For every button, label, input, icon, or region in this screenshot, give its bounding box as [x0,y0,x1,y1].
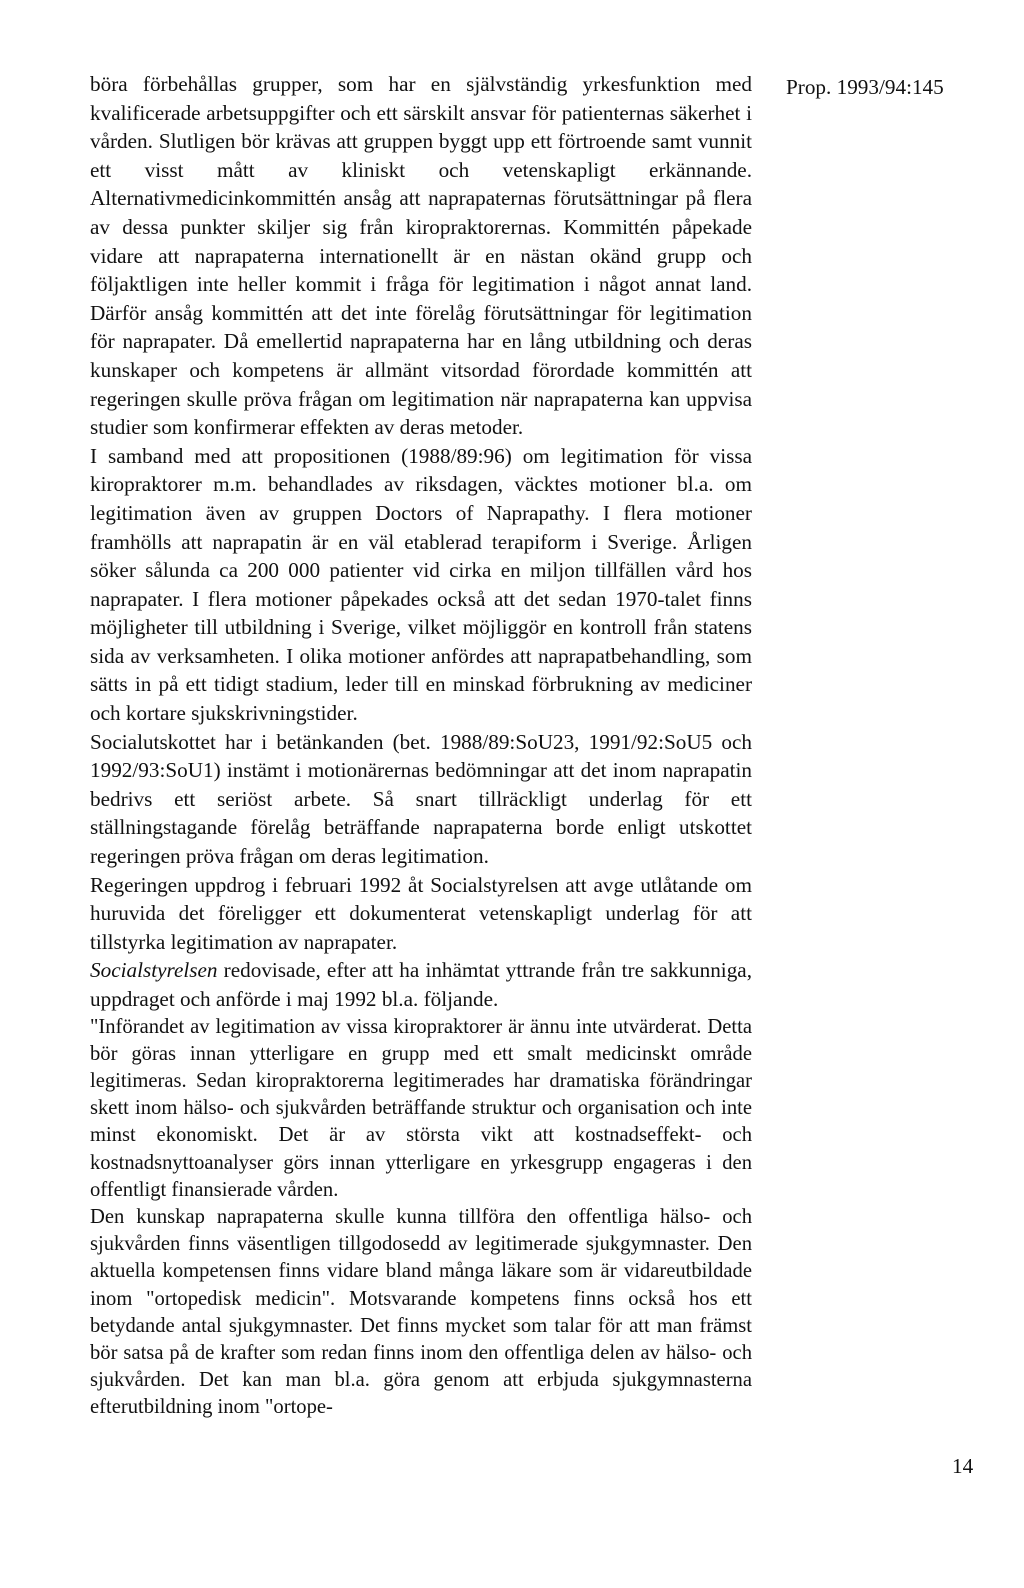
paragraph-5 [90,956,752,1013]
paragraph-3: Socialutskottet har i betänkanden (bet. 1988/89:SoU23, 1991/92:SoU5 och 1992/93:SoU1) instämt i motionärernas bedömningar att det inom naprapatin bedrivs ett seriöst arbete. Så snart tillräckligt underlag för ett ställningstagande förelåg beträffande naprapaterna borde enligt utskottet regeringen pröva frågan om deras legitimation. [90,729,752,869]
paragraph-2: I samband med att propositionen (1988/89:96) om legitimation för vissa kiropraktorer m.m. behandlades av riksdagen, väcktes motioner bl.a. om legitimation även av gruppen Doctors of Naprapathy. I flera motioner framhölls att naprapatin är en väl etablerad terapiform i Sverige. Årligen söker sålunda ca 200 000 patienter vid cirka en miljon tillfällen vård hos naprapater. I flera motioner påpekades också att det sedan 1970-talet finns möjligheter till utbildning i Sverige, vilket möjliggör en kontroll från statens sida av verksamheten. I olika motioner anfördes att naprapatbehandling, som sätts in på ett tidigt stadium, leder till en minskad förbrukning av mediciner och kortare sjukskrivningstider. [90,443,752,726]
paragraph-1: böra förbehållas grupper, som har en självständig yrkesfunktion med kvalificerade arbetsuppgifter och ett särskilt ansvar för patienternas säkerhet i vården. Slutligen bör krävas att gruppen byggt upp ett förtroende samt vunnit ett visst mått av kliniskt och vetenskapligt erkännande. Alternativmedicinkommittén ansåg att naprapaternas förutsättningar på flera av dessa punkter skiljer sig från kiropraktorernas. Kommittén påpekade vidare att naprapaterna internationellt är en nästan okänd grupp och följaktligen inte heller kommit i fråga för legitimation i något annat land. Därför ansåg kommittén att det inte förelåg förutsättningar för legitimation för naprapater. Då emellertid naprapaterna har en lång utbildning och deras kunskaper och kompetens är allmänt vitsordad förordade kommittén att regeringen skulle pröva frågan om legitimation när naprapaterna kan uppvisa studier som konfirmerar effekten av deras metoder. [90,72,752,440]
paragraph-4: Regeringen uppdrog i februari 1992 åt Socialstyrelsen att avge utlåtande om huruvida det föreligger ett dokumenterat vetenskapligt underlag för att tillstyrka legitimation av naprapater. [90,872,752,954]
socialstyrelsen-italic: Socialstyrelsen [90,958,218,983]
quote-paragraph-1: "Införandet av legitimation av vissa kiropraktorer är ännu inte utvärderat. Detta bör göras innan ytterligare en grupp med ett smalt medicinskt område legitimeras. Sedan kiropraktorerna legitimerades har dramatiska förändringar skett inom hälso- och sjukvården beträffande struktur och organisation och inte minst ekonomiskt. Det är av största vikt att kostnadseffekt- och kostnadsnyttoanalyser görs innan ytterligare en yrkesgrupp engageras i den offentligt finansierade vården. [90,1015,752,1201]
paragraph-5-rest: redovisade, efter att ha inhämtat yttrande från tre sakkunniga, uppdraget och anförde i maj 1992 bl.a. följande. [90,958,752,1011]
page-number: 14 [952,1454,974,1478]
quote-paragraph-2: Den kunskap naprapaterna skulle kunna tillföra den offentliga hälso- och sjukvården finns väsentligen tillgodosedd av legitimerade sjukgymnaster. Den aktuella kompetensen finns vidare bland många läkare som är vidareutbildade inom "ortopedisk medicin". Motsvarande kompetens finns också hos ett betydande antal sjukgymnaster. Det finns mycket som talar för att man främst bör satsa på de krafter som redan finns inom den offentliga delen av hälso- och sjukvården. Det kan man bl.a. göra genom att erbjuda sjukgymnasterna efterutbildning inom "ortope- [90,1206,752,1419]
body-text [90,70,752,1422]
proposition-reference: Prop. 1993/94:145 [786,75,944,99]
